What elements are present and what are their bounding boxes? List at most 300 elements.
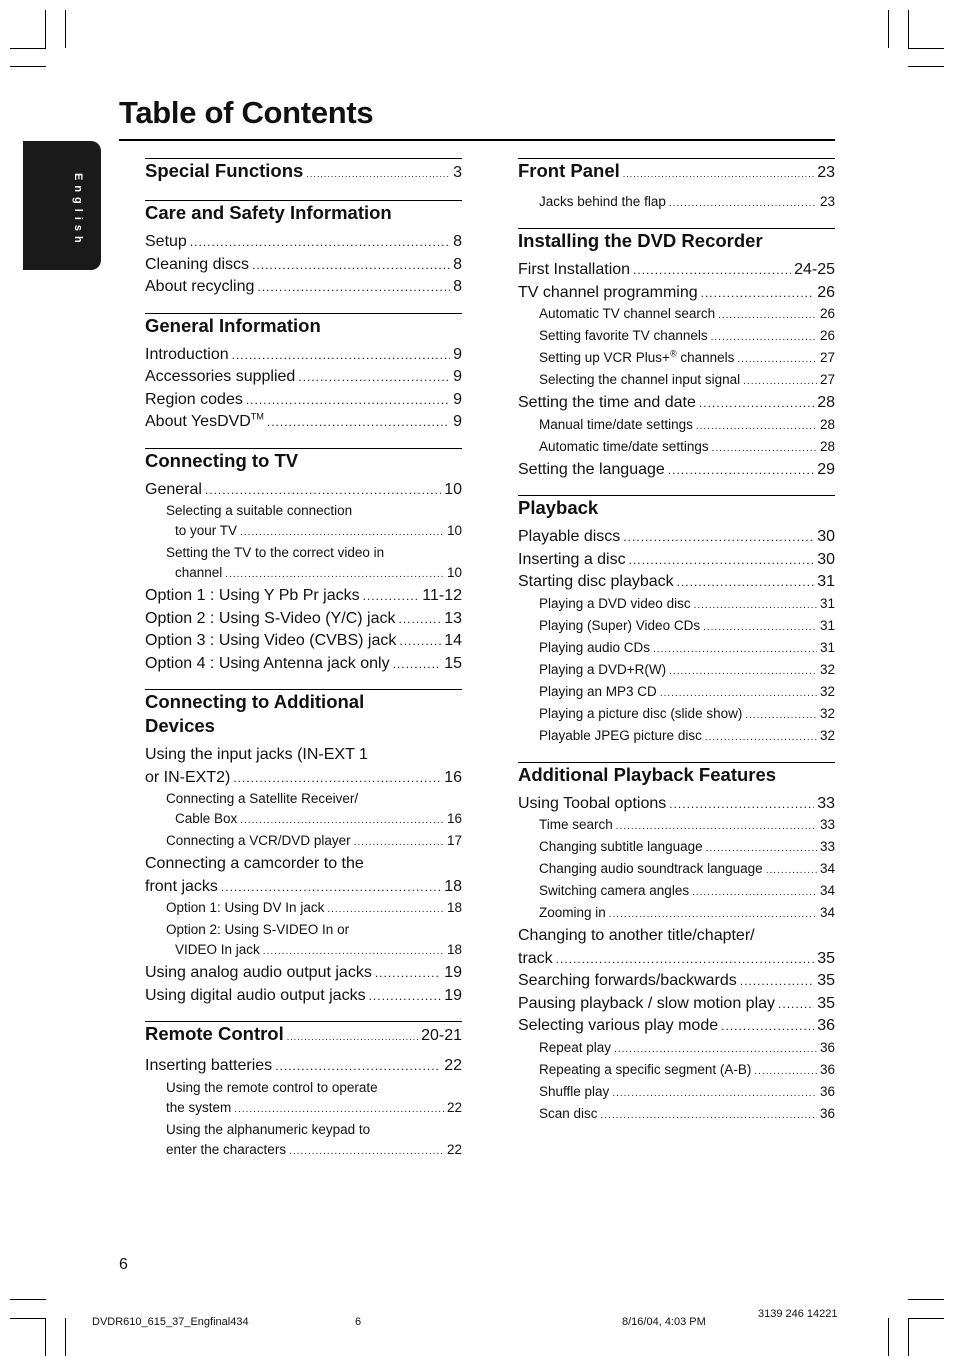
toc-entry-label-text: Setting favorite TV channels (539, 328, 708, 343)
section-page-number: 23 (817, 164, 835, 181)
toc-entry-page: 30 (817, 550, 835, 568)
leader-dots (629, 549, 815, 572)
leader-dots (653, 640, 817, 660)
title-rule (119, 139, 835, 141)
toc-entry (145, 501, 462, 521)
toc-entry-label (518, 392, 696, 415)
leader-dots (669, 793, 814, 816)
language-tab-label: English (72, 173, 84, 248)
toc-entry-label (145, 389, 243, 412)
toc-entry-label-cont: track (518, 949, 553, 967)
toc-entry-label (518, 1015, 718, 1038)
toc-entry-label (539, 616, 700, 636)
section-heading (145, 449, 462, 473)
toc-entry-label: Selecting a suitable connection (166, 503, 353, 518)
toc-entry-label (539, 415, 693, 435)
leader-dots (363, 585, 420, 608)
toc-entry (518, 1104, 835, 1126)
leader-dots (754, 1062, 817, 1082)
leader-dots (240, 811, 444, 831)
leader-dots (306, 162, 450, 186)
toc-entry-label-text: Option 4 : Using Antenna jack only (145, 654, 390, 672)
toc-entry-page: 19 (444, 986, 462, 1004)
toc-entry (145, 254, 462, 277)
leader-dots (701, 282, 815, 305)
toc-section (518, 228, 835, 481)
page-number: 6 (119, 1256, 128, 1273)
toc-entry-page: 33 (817, 794, 835, 812)
toc-entry-label (518, 549, 626, 572)
toc-entry-label-text-after: channels (676, 350, 735, 365)
toc-entry-label-text: Cleaning discs (145, 255, 250, 273)
toc-entry-continuation (145, 876, 462, 899)
toc-entry-page: 29 (817, 460, 835, 478)
toc-entry-label-text: Using digital audio output jacks (145, 986, 366, 1004)
toc-entry-label (539, 348, 734, 368)
toc-entry-page: 16 (444, 768, 462, 786)
toc-entry-label (145, 585, 360, 608)
toc-entry-page: 27 (819, 350, 835, 365)
toc-entry-page: 33 (819, 817, 835, 832)
toc-entry-page: 22 (446, 1099, 462, 1115)
leader-dots (766, 861, 817, 881)
toc-entry-label-cont: to your TV (175, 523, 238, 538)
toc-entry (518, 326, 835, 348)
section-heading-label: Care and Safety Information (145, 202, 392, 223)
leader-dots (609, 905, 817, 925)
toc-entry-label-text: Introduction (145, 345, 229, 363)
toc-entry (145, 962, 462, 985)
toc-entry-page: 36 (819, 1061, 835, 1077)
toc-entry (145, 653, 462, 676)
toc-entry (518, 348, 835, 370)
toc-entry-label-text: Playing a DVD+R(W) (539, 661, 667, 677)
section-heading (145, 159, 462, 186)
toc-entry-label-text: Changing audio soundtrack language (539, 861, 763, 876)
toc-entry (145, 1078, 462, 1098)
toc-entry (518, 259, 835, 282)
toc-entry-label-cont: the system (166, 1099, 232, 1115)
toc-entry-label-text: Repeating a specific segment (A-B) (539, 1061, 752, 1077)
toc-entry (145, 831, 462, 853)
toc-entry (518, 370, 835, 392)
toc-entry-label-text: TV channel programming (518, 283, 698, 301)
leader-dots (705, 728, 817, 748)
section-heading (145, 201, 462, 225)
toc-entry (518, 459, 835, 482)
leader-dots (696, 417, 817, 437)
footer-code: 3139 246 14221 (758, 1308, 838, 1320)
toc-entry-label-text: Using Toobal options (518, 794, 667, 812)
toc-entry-label (518, 282, 698, 305)
toc-entry (145, 411, 462, 434)
leader-dots (287, 1025, 418, 1049)
toc-entry (518, 1060, 835, 1082)
toc-entry-label (539, 192, 666, 212)
toc-entry-label (145, 479, 202, 502)
leader-dots (246, 389, 450, 412)
leader-dots (778, 993, 814, 1016)
toc-entry-page: 28 (817, 394, 835, 411)
toc-entry-label-text: Pausing playback / slow motion play (518, 994, 776, 1012)
toc-entry-label (145, 254, 249, 277)
toc-entry-label-text: Searching forwards/backwards (518, 972, 737, 989)
toc-entry-label (539, 1060, 751, 1080)
toc-entry-label-text: Option 3 : Using Video (CVBS) jack (145, 632, 397, 649)
toc-entry-page: 10 (446, 523, 462, 538)
toc-entry-label (539, 815, 613, 835)
leader-dots (612, 1084, 817, 1104)
toc-entry-label-text: Automatic time/date settings (539, 438, 709, 454)
leader-dots (669, 194, 817, 214)
toc-section (145, 158, 462, 186)
toc-entry-label-text: Repeat play (539, 1039, 612, 1055)
footer-page: 6 (355, 1316, 362, 1328)
toc-entry-page: 9 (453, 413, 462, 430)
toc-section (518, 762, 835, 1126)
crop-mark (908, 1318, 909, 1356)
toc-entry-page: 31 (819, 617, 835, 633)
leader-dots (677, 571, 815, 594)
toc-entry-label (145, 411, 264, 434)
toc-entry-label: Changing to another title/chapter/ (518, 927, 755, 944)
toc-entry-label-text: Changing subtitle language (539, 839, 703, 854)
toc-entry-label-text: Scan disc (539, 1105, 598, 1121)
toc-entry (518, 726, 835, 748)
leader-dots (633, 259, 791, 282)
leader-dots (354, 833, 444, 853)
toc-entry-label (539, 370, 740, 390)
toc-entry-page: 32 (819, 727, 835, 743)
toc-entry-label (539, 1082, 609, 1102)
toc-entry-label-cont: enter the characters (166, 1141, 287, 1157)
toc-entry-page: 8 (453, 278, 462, 295)
toc-entry (145, 789, 462, 809)
toc-entry (518, 594, 835, 616)
toc-entry-page: 34 (819, 883, 835, 898)
toc-entry-page: 31 (819, 639, 835, 655)
toc-entry (518, 616, 835, 638)
toc-entry-label (518, 970, 737, 993)
toc-entry-label-text: Playing a picture disc (slide show) (539, 705, 743, 721)
leader-dots (398, 608, 441, 631)
toc-entry-continuation (145, 1098, 462, 1120)
leader-dots (721, 1015, 814, 1038)
toc-entry-label-text: Region codes (145, 390, 243, 408)
toc-entry-page: 15 (444, 654, 462, 672)
toc-entry (518, 704, 835, 726)
toc-entry-label (539, 304, 715, 324)
section-heading-label: Additional Playback Features (518, 763, 777, 785)
crop-mark (45, 1318, 46, 1356)
leader-dots (289, 1142, 444, 1162)
toc-entry (145, 1120, 462, 1140)
section-heading (518, 159, 835, 186)
section-page-number: 3 (453, 164, 462, 181)
section-heading (518, 763, 835, 787)
section-heading-label: Connecting to TV (145, 449, 299, 471)
toc-entry-page: 31 (817, 573, 835, 590)
toc-entry-label (166, 898, 324, 918)
toc-entry-page: 18 (446, 942, 462, 957)
toc-entry (145, 366, 462, 389)
toc-entry-label (539, 1038, 611, 1058)
leader-dots (240, 523, 444, 543)
toc-entry-label (539, 638, 650, 658)
leader-dots (743, 372, 817, 392)
toc-entry-label (145, 344, 229, 367)
toc-entry-continuation (145, 940, 462, 962)
section-heading-label-line2: Devices (145, 715, 215, 736)
toc-entry-page: 18 (446, 900, 462, 915)
toc-entry-page: 32 (819, 683, 835, 699)
toc-entry-page: 8 (453, 233, 462, 250)
leader-dots (375, 962, 441, 985)
toc-entry-label-text: Setting the language (518, 460, 665, 478)
toc-entry-label (145, 985, 366, 1008)
toc-entry (145, 744, 462, 767)
crop-mark (10, 1299, 46, 1300)
toc-section (145, 1021, 462, 1162)
toc-entry (518, 304, 835, 326)
toc-entry-label (145, 1055, 272, 1078)
toc-entry-label-text: Starting disc playback (518, 573, 674, 590)
toc-entry (518, 925, 835, 948)
leader-dots (601, 1106, 817, 1126)
section-heading-label: Installing the DVD Recorder (518, 230, 763, 251)
leader-dots (267, 411, 450, 434)
leader-dots (669, 662, 817, 682)
toc-entry-label-text: First Installation (518, 261, 631, 278)
leader-dots (623, 526, 814, 549)
crop-mark (908, 1299, 944, 1300)
toc-entry (518, 903, 835, 925)
toc-entry-label-text: Shuffle play (539, 1083, 610, 1099)
leader-dots (711, 328, 817, 348)
toc-entry-continuation (145, 521, 462, 543)
toc-section (145, 448, 462, 676)
toc-entry-page: 34 (819, 861, 835, 876)
section-heading-label: Playback (518, 497, 599, 518)
leader-dots (660, 684, 817, 704)
toc-entry-label-text: Switching camera angles (539, 883, 690, 898)
leader-dots (190, 231, 450, 254)
toc-entry (145, 389, 462, 412)
toc-entry-label: Connecting a camcorder to the (145, 855, 364, 872)
toc-entry-label-text: Inserting a disc (518, 550, 626, 568)
leader-dots (745, 706, 817, 726)
toc-entry-label-text: Playable discs (518, 528, 621, 545)
toc-entry-continuation (145, 767, 462, 790)
toc-entry-label-text: Option 1: Using DV In jack (166, 900, 325, 915)
toc-section (145, 689, 462, 1007)
toc-entry-page: 26 (819, 328, 835, 343)
toc-entry-label (539, 704, 742, 724)
toc-entry-label (539, 326, 708, 346)
toc-entry-label-text: Playing an MP3 CD (539, 683, 657, 699)
crop-mark (908, 66, 944, 67)
toc-entry-page: 35 (817, 949, 835, 967)
leader-dots (556, 948, 815, 971)
toc-entry-superscript: TM (250, 411, 264, 422)
toc-entry (145, 985, 462, 1008)
toc-entry-page: 36 (819, 1083, 835, 1099)
leader-dots (737, 350, 817, 370)
section-page-number: 20-21 (421, 1027, 462, 1044)
leader-dots (275, 1055, 441, 1078)
toc-entry (518, 993, 835, 1016)
toc-entry-page: 14 (444, 632, 462, 649)
toc-entry-page: 36 (819, 1105, 835, 1121)
toc-entry (518, 1082, 835, 1104)
section-heading (145, 314, 462, 338)
toc-entry-label (539, 437, 709, 457)
toc-entry (145, 1055, 462, 1078)
toc-entry-page: 19 (444, 964, 462, 981)
toc-entry (518, 1038, 835, 1060)
toc-entry-label (145, 962, 372, 985)
toc-entry (145, 630, 462, 653)
crop-mark (65, 10, 66, 48)
toc-entry-page: 9 (453, 390, 462, 408)
toc-entry-page: 35 (817, 972, 835, 989)
toc-entry-label: Connecting a Satellite Receiver/ (166, 791, 359, 806)
toc-entry (518, 970, 835, 993)
toc-entry-label-text: Setup (145, 233, 187, 250)
toc-entry-label-text: Time search (539, 817, 613, 832)
toc-entry-label (539, 903, 606, 923)
toc-section (145, 200, 462, 299)
leader-dots (234, 1100, 444, 1120)
section-heading (518, 496, 835, 520)
toc-entry (518, 859, 835, 881)
toc-entry (518, 1015, 835, 1038)
toc-entry-label-text: Option 1 : Using Y Pb Pr jacks (145, 587, 360, 604)
toc-entry-label (539, 859, 763, 879)
toc-entry (145, 344, 462, 367)
toc-entry (518, 549, 835, 572)
toc-entry-page: 32 (819, 661, 835, 677)
toc-entry-label (539, 682, 657, 702)
toc-entry-label-text: General (145, 480, 202, 498)
toc-entry-label (539, 594, 691, 614)
toc-entry-page: 36 (819, 1039, 835, 1055)
toc-entry-page: 35 (817, 994, 835, 1012)
toc-entry-page: 10 (444, 480, 462, 498)
toc-entry (145, 276, 462, 299)
toc-entry-label (145, 608, 395, 631)
crop-mark (908, 1318, 944, 1319)
crop-mark (888, 1318, 889, 1356)
leader-dots (616, 817, 817, 837)
leader-dots (252, 254, 450, 277)
toc-entry-label-text: Automatic TV channel search (539, 306, 716, 321)
leader-dots (623, 162, 814, 186)
toc-entry (145, 231, 462, 254)
footer-filename: DVDR610_615_37_Engfinal434 (92, 1316, 249, 1328)
toc-entry-label (518, 526, 620, 549)
toc-entry-label: Option 2: Using S-VIDEO In or (166, 922, 350, 937)
leader-dots (706, 839, 817, 859)
toc-section (518, 158, 835, 214)
leader-dots (703, 618, 817, 638)
toc-entry-page: 17 (446, 833, 462, 848)
toc-entry (518, 682, 835, 704)
leader-dots (221, 876, 441, 899)
section-heading-label: General Information (145, 314, 321, 336)
leader-dots (740, 970, 814, 993)
section-heading-label: Front Panel (518, 160, 620, 181)
toc-entry-label-text: About YesDVD (145, 413, 251, 430)
toc-entry-page: 31 (819, 595, 835, 611)
toc-entry-label (539, 837, 703, 857)
toc-entry (518, 415, 835, 437)
toc-entry-label-text: Connecting a VCR/DVD player (166, 833, 351, 848)
toc-entry-label-cont: front jacks (145, 877, 218, 895)
toc-entry-label-cont: channel (175, 565, 223, 580)
toc-entry-page: 23 (819, 194, 835, 209)
crop-mark (10, 1318, 46, 1319)
toc-entry (518, 282, 835, 305)
toc-entry-page: 26 (817, 283, 835, 301)
toc-entry-page: 36 (817, 1017, 835, 1034)
section-heading-label: Special Functions (145, 160, 304, 181)
toc-entry-page: 27 (819, 372, 835, 387)
toc-entry-label-text: About recycling (145, 278, 255, 295)
toc-entry (145, 853, 462, 876)
toc-entry-label: Setting the TV to the correct video in (166, 545, 385, 560)
toc-entry-label-text: Playing (Super) Video CDs (539, 617, 701, 633)
toc-entry-label-text: Accessories supplied (145, 368, 296, 385)
leader-dots (257, 276, 450, 299)
toc-entry-label-text: Jacks behind the flap (539, 194, 666, 209)
leader-dots (399, 630, 441, 653)
toc-entry-label: Using the alphanumeric keypad to (166, 1121, 371, 1137)
leader-dots (232, 344, 450, 367)
toc-entry (518, 638, 835, 660)
leader-dots (718, 306, 817, 326)
toc-entry-page: 11-12 (422, 587, 462, 604)
toc-entry-label: Using the input jacks (IN-EXT 1 (145, 746, 368, 763)
toc-entry-page: 9 (453, 368, 462, 385)
leader-dots (298, 366, 450, 389)
toc-entry (145, 479, 462, 502)
toc-entry-label-text: Manual time/date settings (539, 416, 693, 432)
toc-entry (518, 837, 835, 859)
toc-entry-label (518, 259, 630, 282)
toc-entry (145, 585, 462, 608)
toc-entry-label-text: Zooming in (539, 905, 606, 920)
leader-dots (205, 479, 441, 502)
toc-left-column (145, 158, 462, 1176)
toc-entry-label (145, 366, 295, 389)
toc-entry (145, 543, 462, 563)
toc-entry-continuation (145, 809, 462, 831)
toc-entry-page: 24-25 (794, 261, 835, 278)
toc-entry-label-text: Inserting batteries (145, 1057, 273, 1074)
toc-entry-label-text: Setting the time and date (518, 394, 696, 411)
toc-entry-label (145, 276, 254, 299)
toc-entry-page: 18 (444, 877, 462, 895)
toc-entry (145, 920, 462, 940)
toc-entry-label-text: Selecting various play mode (518, 1017, 719, 1034)
toc-section (145, 313, 462, 434)
leader-dots (393, 653, 442, 676)
toc-entry (518, 571, 835, 594)
toc-entry-label (539, 881, 689, 901)
leader-dots (712, 439, 817, 459)
leader-dots (614, 1040, 817, 1060)
